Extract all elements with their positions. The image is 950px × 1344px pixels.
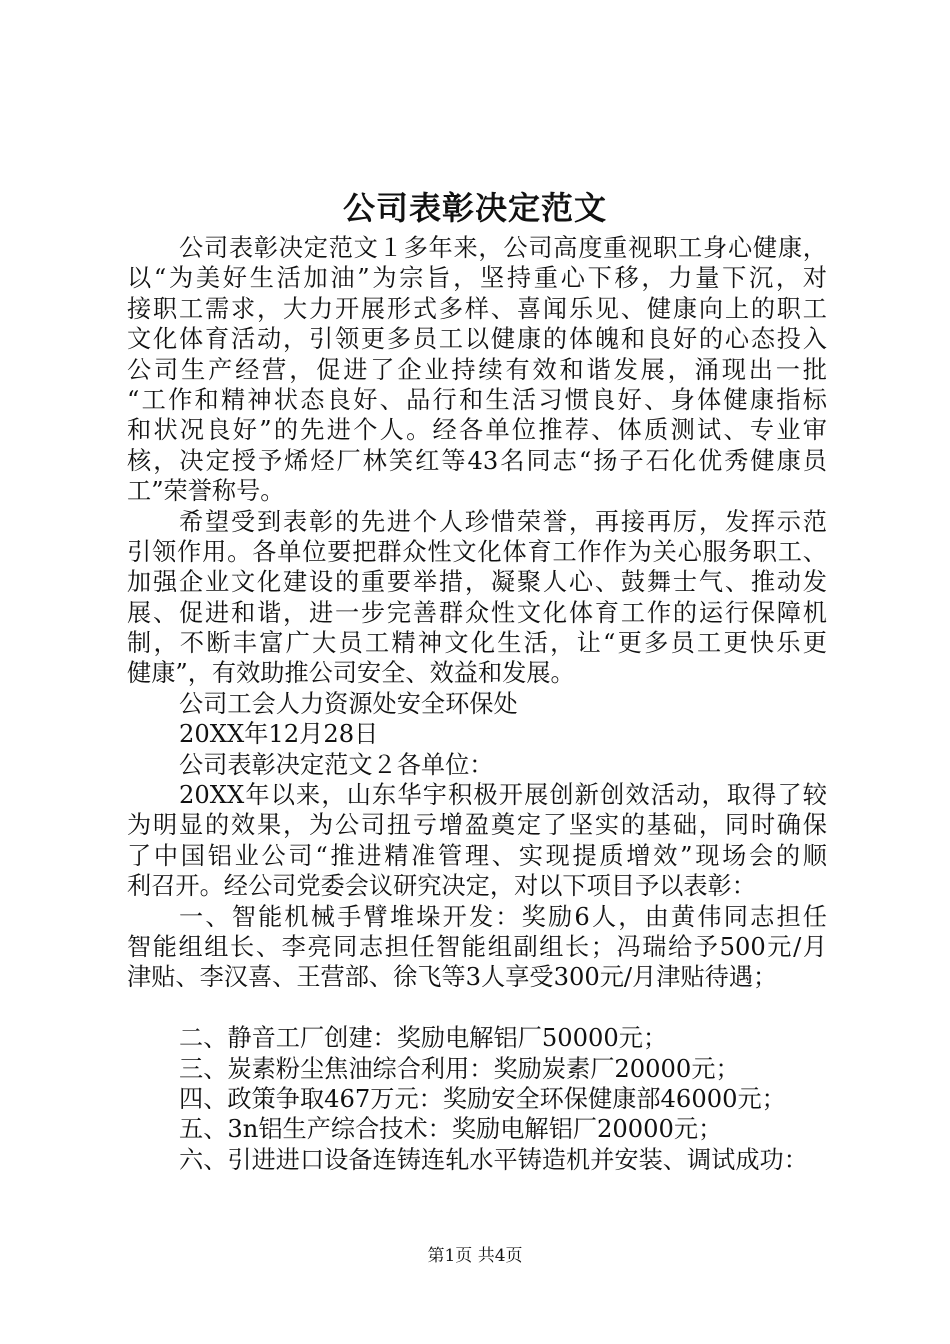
list-item: 一、智能机械手臂堆垛开发：奖励6人，由黄伟同志担任	[179, 902, 827, 931]
text-line: 健康”，有效助推公司安全、效益和发展。	[127, 659, 575, 688]
document-body	[127, 233, 827, 1175]
text-line: 以“为美好生活加油”为宗旨，坚持重心下移，力量下沉，对	[127, 264, 827, 293]
text-line: “工作和精神状态良好、品行和生活习惯良好、身体健康指标	[127, 385, 827, 414]
text-line: 公司表彰决定范文１多年来，公司高度重视职工身心健康，	[179, 234, 827, 262]
list-item: 二、静音工厂创建：奖励电解铝厂50000元；	[179, 1024, 668, 1053]
list-item: 三、炭素粉尘焦油综合利用：奖励炭素厂20000元；	[179, 1054, 740, 1083]
list-item: 六、引进进口设备连铸连轧水平铸造机并安装、调试成功：	[179, 1145, 808, 1174]
text-line: 公司生产经营，促进了企业持续有效和谐发展，涌现出一批	[127, 355, 827, 384]
text-line: 希望受到表彰的先进个人珍惜荣誉，再接再厉，发挥示范	[179, 507, 827, 536]
text-line: 和状况良好”的先进个人。经各单位推荐、体质测试、专业审	[127, 416, 827, 445]
document-title: 公司表彰决定范文	[342, 189, 607, 227]
text-line: 工”荣誉称号。	[127, 477, 285, 506]
date-line: 20XX年12月28日	[179, 720, 379, 749]
text-line: 核，决定授予烯烃厂林笑红等43名同志“扬子石化优秀健康员	[127, 446, 827, 475]
blank-line	[127, 993, 827, 1023]
list-item-continuation: 智能组组长、李亮同志担任智能组副组长；冯瑞给予500元/月	[127, 932, 827, 961]
page-indicator: 第1页 共4页	[427, 1246, 523, 1266]
text-line: 展、促进和谐，进一步完善群众性文化体育工作的运行保障机	[127, 598, 827, 627]
text-line: 加强企业文化建设的重要举措，凝聚人心、鼓舞士气、推动发	[127, 568, 827, 597]
text-line: 利召开。经公司党委会议研究决定，对以下项目予以表彰：	[127, 872, 756, 901]
text-line: 了中国铝业公司“推进精准管理、实现提质增效”现场会的顺	[127, 841, 827, 870]
text-line: 引领作用。各单位要把群众性文化体育工作作为关心服务职工、	[127, 537, 827, 566]
text-line: 为明显的效果，为公司扭亏增盈奠定了坚实的基础，同时确保	[127, 811, 827, 840]
text-line: 20XX年以来，山东华宇积极开展创新创效活动，取得了较	[179, 781, 827, 810]
list-item: 五、3n铝生产综合技术：奖励电解铝厂20000元；	[179, 1115, 723, 1144]
text-line: 接职工需求，大力开展形式多样、喜闻乐见、健康向上的职工	[127, 294, 827, 323]
text-line: 公司表彰决定范文２各单位：	[179, 750, 494, 779]
list-item-continuation: 津贴、李汉喜、王营部、徐飞等3人享受300元/月津贴待遇；	[127, 963, 778, 992]
signature-line: 公司工会人力资源处安全环保处	[179, 689, 518, 718]
text-line: 制，不断丰富广大员工精神文化生活，让“更多员工更快乐更	[127, 629, 827, 658]
list-item: 四、政策争取467万元：奖励安全环保健康部46000元；	[179, 1084, 786, 1113]
text-line: 文化体育活动，引领更多员工以健康的体魄和良好的心态投入	[127, 325, 827, 354]
